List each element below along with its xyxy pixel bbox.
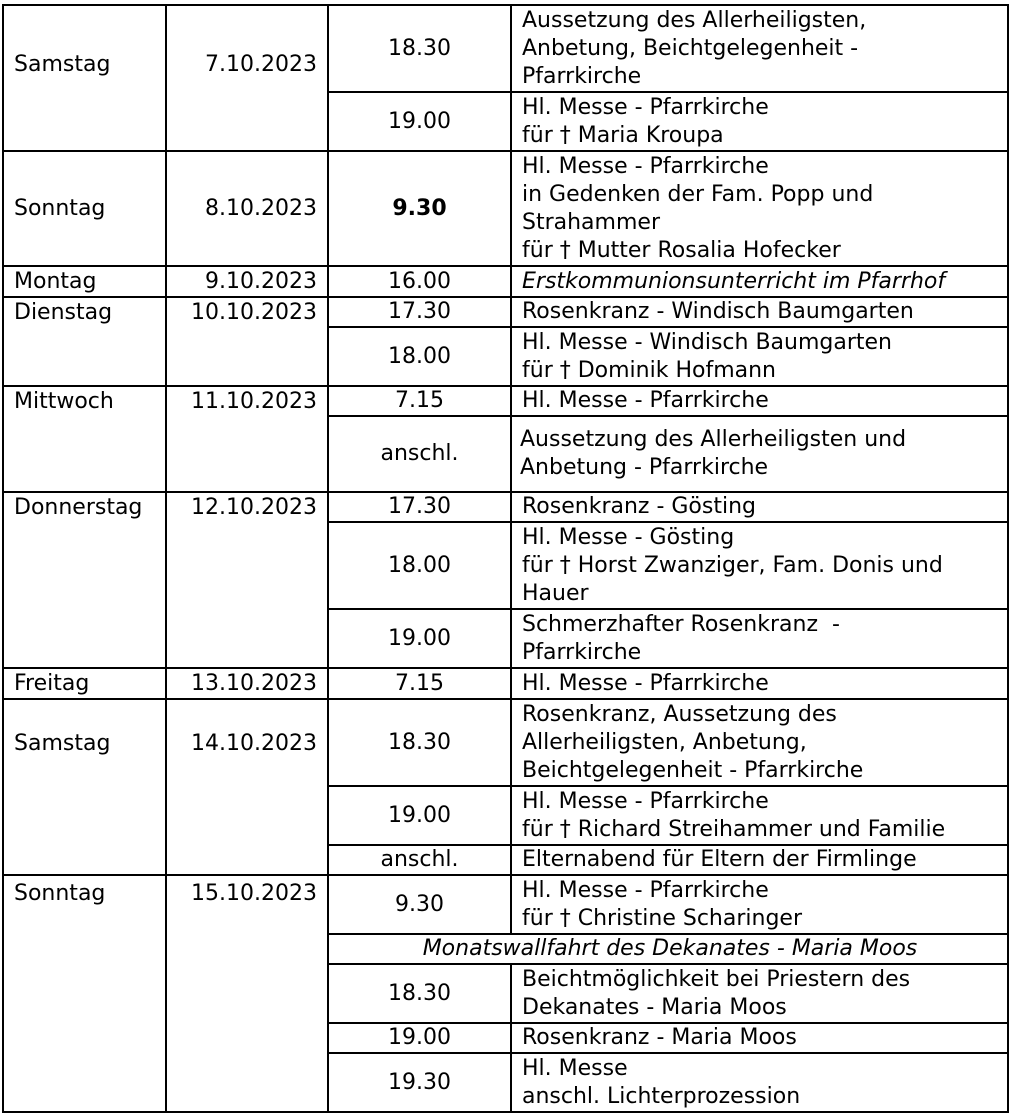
time-cell: 18.00 bbox=[328, 327, 511, 386]
description-cell: Rosenkranz - Gösting bbox=[511, 492, 1008, 522]
time-cell: anschl. bbox=[328, 416, 511, 492]
time-cell: 7.15 bbox=[328, 668, 511, 699]
pilgrimage-note: Monatswallfahrt des Dekanates - Maria Moos bbox=[328, 934, 1008, 964]
time-cell: 18.00 bbox=[328, 522, 511, 609]
description-cell: Hl. Messe - Pfarrkirche in Gedenken der Fam. Popp und Strahammer für † Mutter Rosalia Hofecker bbox=[511, 151, 1008, 266]
description-cell: Rosenkranz, Aussetzung des Allerheiligsten, Anbetung, Beichtgelegenheit - Pfarrkirche bbox=[511, 699, 1008, 786]
description-cell: Hl. Messe - Pfarrkirche bbox=[511, 668, 1008, 699]
date-cell: 12.10.2023 bbox=[166, 492, 328, 668]
description-cell: Aussetzung des Allerheiligsten, Anbetung, Beichtgelegenheit - Pfarrkirche bbox=[511, 5, 1008, 92]
time-cell: 9.30 bbox=[328, 875, 511, 934]
description-cell: Rosenkranz - Windisch Baumgarten bbox=[511, 297, 1008, 327]
time-cell: 17.30 bbox=[328, 492, 511, 522]
description-cell: Hl. Messe - Pfarrkirche bbox=[511, 386, 1008, 416]
time-cell: 9.30 bbox=[328, 151, 511, 266]
day-cell: Sonntag bbox=[3, 875, 166, 1112]
table-row bbox=[3, 492, 1008, 522]
day-cell: Freitag bbox=[3, 668, 166, 699]
time-cell: anschl. bbox=[328, 845, 511, 875]
day-cell: Montag bbox=[3, 266, 166, 297]
table-row bbox=[3, 699, 1008, 786]
day-cell: Mittwoch bbox=[3, 386, 166, 492]
time-cell: 16.00 bbox=[328, 266, 511, 297]
table-row bbox=[3, 668, 1008, 699]
table-row bbox=[3, 297, 1008, 327]
date-cell: 9.10.2023 bbox=[166, 266, 328, 297]
description-cell: Hl. Messe anschl. Lichterprozession bbox=[511, 1053, 1008, 1112]
description-cell: Aussetzung des Allerheiligsten und Anbetung - Pfarrkirche bbox=[511, 416, 1008, 492]
table-row bbox=[3, 266, 1008, 297]
description-cell: Hl. Messe - Pfarrkirche für † Maria Kroupa bbox=[511, 92, 1008, 151]
day-cell: Samstag bbox=[3, 699, 166, 875]
date-cell: 7.10.2023 bbox=[166, 5, 328, 151]
date-cell: 15.10.2023 bbox=[166, 875, 328, 1112]
time-cell: 19.00 bbox=[328, 786, 511, 845]
description-cell: Schmerzhafter Rosenkranz - Pfarrkirche bbox=[511, 609, 1008, 668]
description-cell: Hl. Messe - Windisch Baumgarten für † Dominik Hofmann bbox=[511, 327, 1008, 386]
time-cell: 18.30 bbox=[328, 964, 511, 1023]
table-row bbox=[3, 5, 1008, 92]
day-cell: Dienstag bbox=[3, 297, 166, 386]
day-cell: Samstag bbox=[3, 5, 166, 151]
description-cell: Erstkommunionsunterricht im Pfarrhof bbox=[511, 266, 1008, 297]
description-cell: Hl. Messe - Pfarrkirche für † Richard Streihammer und Familie bbox=[511, 786, 1008, 845]
description-cell: Rosenkranz - Maria Moos bbox=[511, 1023, 1008, 1053]
date-cell: 10.10.2023 bbox=[166, 297, 328, 386]
table-row bbox=[3, 875, 1008, 934]
time-cell: 19.30 bbox=[328, 1053, 511, 1112]
time-cell: 18.30 bbox=[328, 5, 511, 92]
date-cell: 11.10.2023 bbox=[166, 386, 328, 492]
table-row bbox=[3, 386, 1008, 416]
time-cell: 19.00 bbox=[328, 609, 511, 668]
time-cell: 19.00 bbox=[328, 92, 511, 151]
date-cell: 13.10.2023 bbox=[166, 668, 328, 699]
table-row bbox=[3, 151, 1008, 266]
description-cell: Hl. Messe - Pfarrkirche für † Christine Scharinger bbox=[511, 875, 1008, 934]
description-cell: Beichtmöglichkeit bei Priestern des Dekanates - Maria Moos bbox=[511, 964, 1008, 1023]
time-cell: 17.30 bbox=[328, 297, 511, 327]
time-cell: 19.00 bbox=[328, 1023, 511, 1053]
date-cell: 8.10.2023 bbox=[166, 151, 328, 266]
description-cell: Elternabend für Eltern der Firmlinge bbox=[511, 845, 1008, 875]
schedule-table bbox=[2, 4, 1009, 1113]
day-cell: Donnerstag bbox=[3, 492, 166, 668]
time-cell: 7.15 bbox=[328, 386, 511, 416]
day-cell: Sonntag bbox=[3, 151, 166, 266]
description-cell: Hl. Messe - Gösting für † Horst Zwanziger, Fam. Donis und Hauer bbox=[511, 522, 1008, 609]
date-cell: 14.10.2023 bbox=[166, 699, 328, 875]
time-cell: 18.30 bbox=[328, 699, 511, 786]
